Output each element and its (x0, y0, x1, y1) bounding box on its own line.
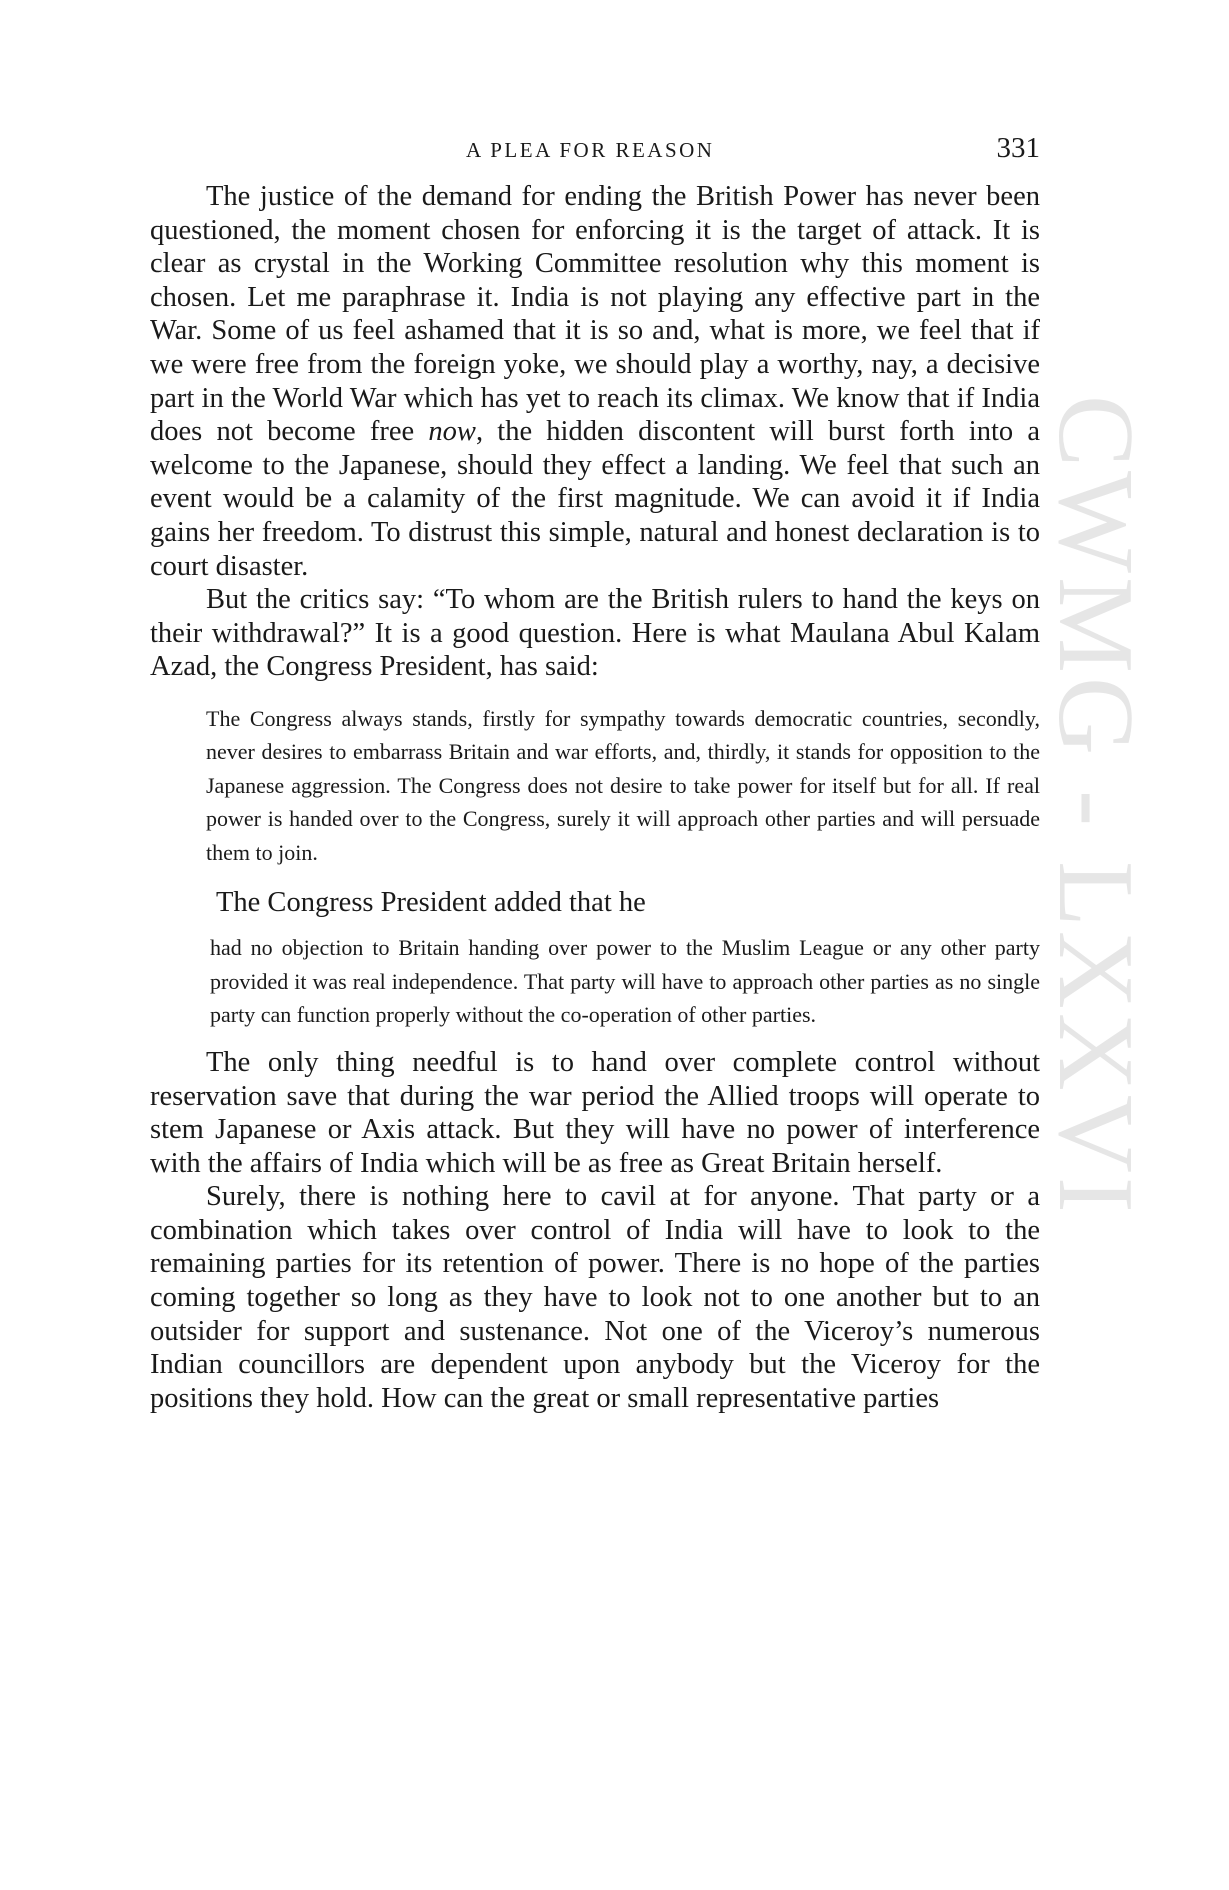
body-text (150, 180, 1040, 1415)
paragraph-1-rest: , the hidden discontent will burst forth into a welcome to the Japanese, should they effect a landing. We feel that such an event would be a calamity of the first magnitude. We can avoid it if India gains her freedom. To distrust this simple, natural and honest declaration is to court disaster. (150, 416, 1041, 582)
paragraph-1-text: The justice of the demand for ending the British Power has never been questioned, the moment chosen for enforcing it is the target of attack. It is clear as crystal in the Working Committee resolution why this moment is chosen. Let me paraphrase it. India is not playing any effective part in the War. Some of us feel ashamed that it is so and, what is more, we feel that if we were free from the foreign yoke, we should play a worthy, nay, a decisive part in the World War which has yet to reach its climax. We know that if India does not become free (150, 181, 1040, 448)
block-quote-2: had no objection to Britain handing over power to the Muslim League or any other party provided it was real independence. That party will have to approach other parties as no single party can function properly without the co-operation of other parties. (210, 935, 1040, 1028)
page-number: 331 (996, 132, 1040, 164)
paragraph-1 (150, 180, 1040, 583)
emphasis-now: now (428, 416, 476, 448)
paragraph-2: But the critics say: “To whom are the British rulers to hand the keys on their withdrawal?” It is a good question. Here is what Maulana Abul Kalam Azad, the Congress President, has said: (150, 584, 1040, 683)
running-head (150, 132, 1040, 168)
block-quote-1: The Congress always stands, firstly for sympathy towards democratic countries, secondly, never desires to embarrass Britain and war efforts, and, thirdly, it stands for opposition to the Japanese aggression. The Congress does not desire to take power for itself but for all. If real power is handed over to the Congress, surely it will approach other parties and will persuade them to join. (206, 705, 1040, 865)
quote-intro: The Congress President added that he (216, 887, 646, 919)
running-title: A PLEA FOR REASON (466, 138, 715, 162)
paragraph-3: The only thing needful is to hand over complete control without reservation save that during the war period the Allied troops will operate to stem Japanese or Axis attack. But they will have no power of interference with the affairs of India which will be as free as Great Britain herself. (150, 1046, 1040, 1179)
watermark: CWMG - LXXVI (1036, 395, 1155, 1217)
paragraph-4: Surely, there is nothing here to cavil at for anyone. That party or a combination which takes over control of India will have to look to the remaining parties for its retention of power. There is no hope of the parties coming together so long as they have to look not to one another but to an outsider for support and sustenance. Not one of the Viceroy’s numerous Indian councillors are dependent upon anybody but the Viceroy for the positions they hold. How can the great or small representative parties (150, 1181, 1040, 1414)
